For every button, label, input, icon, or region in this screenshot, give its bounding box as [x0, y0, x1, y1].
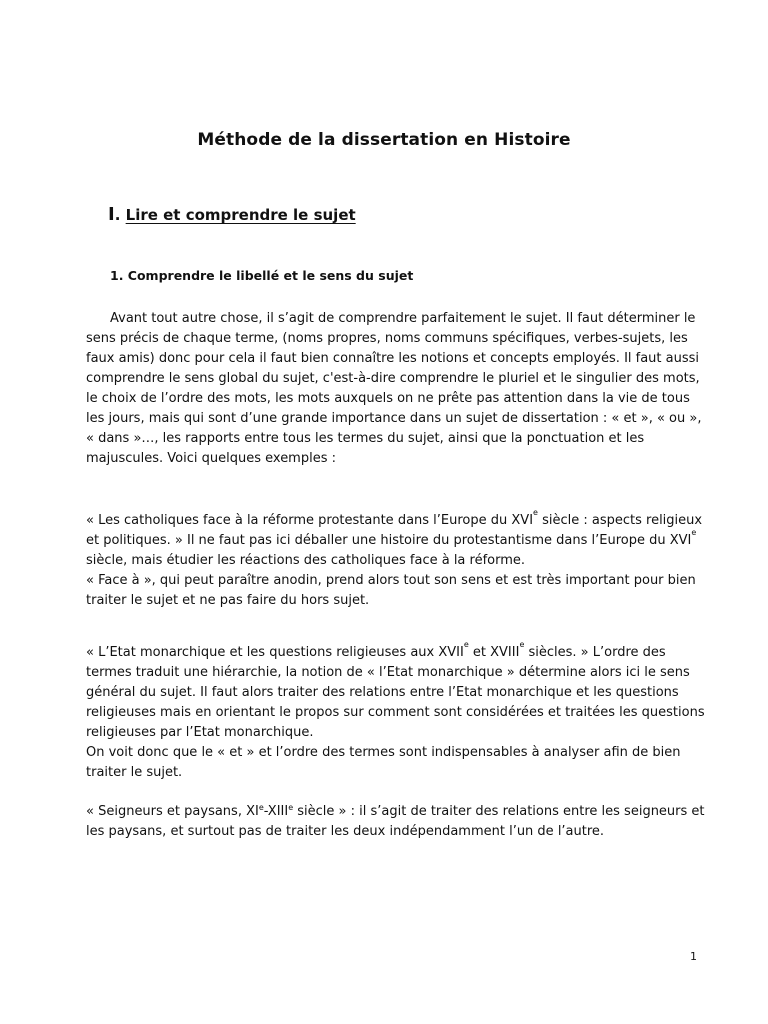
page-title: Méthode de la dissertation en Histoire: [197, 130, 571, 150]
section-heading: [108, 204, 356, 225]
section-number: I: [108, 204, 115, 225]
text-span: On voit donc que le « et » et l’ordre des termes sont indispensables à analyser afin de bien traiter le sujet.: [86, 745, 681, 780]
text-span: siècle » : il s’agit de traiter des relations entre les seigneurs et les paysans, et surtout pas de traiter les deux indépendamment l’un de l’autre.: [86, 804, 705, 839]
superscript: e: [519, 640, 525, 649]
superscript: e: [533, 508, 538, 517]
paragraph-example-seigneurs: [86, 802, 706, 842]
text-span: siècles. » L’ordre des termes traduit une hiérarchie, la notion de « l’Etat monarchique » détermine alors ici le sens général du sujet. Il faut alors traiter des relations entre l’Etat monarchique et les questions religieuses mais en orientant le propos sur comment sont considérées et traitées les questions religieuses par l’Etat monarchique.: [86, 645, 705, 740]
text-span: « L’Etat monarchique et les questions religieuses aux XVII: [86, 645, 464, 660]
section-separator: .: [114, 206, 121, 224]
text-span: et XVIII: [468, 645, 520, 660]
page-number: 1: [690, 950, 697, 963]
text-span: siècle : aspects religieux et politiques. » Il ne faut pas ici déballer une histoire du protestantisme dans l’Europe du XVI: [86, 513, 703, 548]
section-title: Lire et comprendre le sujet: [125, 206, 356, 224]
superscript: e: [258, 803, 264, 812]
paragraph-intro: Avant tout autre chose, il s’agit de comprendre parfaitement le sujet. Il faut déterminer le sens précis de chaque terme, (noms propres, noms communs spécifiques, verbes-sujets, les faux amis) donc pour cela il faut bien connaître les notions et concepts employés. Il faut aussi comprendre le sens global du sujet, c'est-à-dire comprendre le pluriel et le singulier des mots, le choix de l’ordre des mots, les mots auxquels on ne prête pas attention dans la vie de tous les jours, mais qui sont d’une grande importance dans un sujet de dissertation : « et », « ou », « dans »…, les rapports entre tous les termes du sujet, ainsi que la ponctuation et les majuscules. Voici quelques exemples :: [86, 311, 702, 466]
text-span: siècle, mais étudier les réactions des catholiques face à la réforme.: [86, 553, 526, 568]
superscript: e: [288, 803, 294, 812]
superscript: e: [691, 528, 697, 537]
paragraph-example-etat-monarchique: [86, 640, 706, 783]
text-span: « Les catholiques face à la réforme protestante dans l’Europe du XVI: [86, 513, 534, 528]
text-span: « Face à », qui peut paraître anodin, prend alors tout son sens et est très important pour bien traiter le sujet et ne pas faire du hors sujet.: [86, 573, 696, 608]
text-span: -XIII: [263, 804, 289, 819]
paragraph-example-catholiques: [86, 508, 706, 611]
text-span: « Seigneurs et paysans, XI: [86, 804, 259, 819]
superscript: e: [463, 640, 469, 649]
subsection-heading: 1. Comprendre le libellé et le sens du sujet: [110, 268, 414, 283]
